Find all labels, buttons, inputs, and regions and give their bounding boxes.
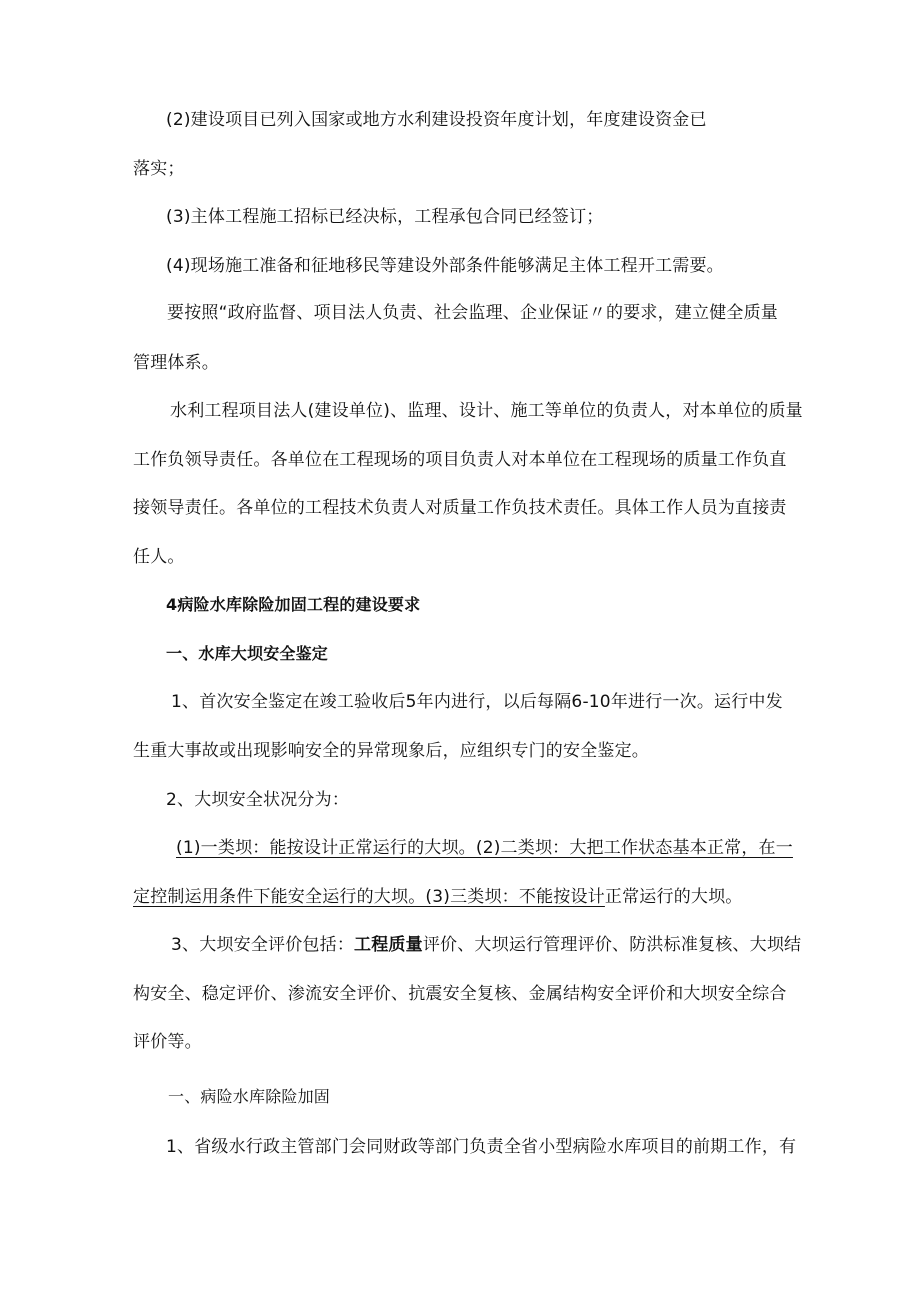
paragraph-line: (2)建设项目已列入国家或地方水利建设投资年度计划，年度建设资金已 — [166, 110, 707, 130]
plain-text: 评价、大坝运行管理评价、防洪标准复核、大坝结 — [422, 935, 802, 955]
paragraph-line: 工作负领导责任。各单位在工程现场的项目负责人对本单位在工程现场的质量工作负直 — [133, 450, 787, 470]
paragraph-line: 要按照“政府监督、项目法人负责、社会监理、企业保证〃的要求，建立健全质量 — [167, 303, 779, 323]
subsection-heading: 一、病险水库除险加固 — [168, 1087, 331, 1106]
paragraph-line: 1、首次安全鉴定在竣工验收后5年内进行，以后每隔6-10年进行一次。运行中发 — [171, 692, 783, 712]
underlined-text: 定控制运用条件下能安全运行的大坝。(3)三类坝：不能按设计 — [133, 887, 605, 907]
paragraph-line: (4)现场施工准备和征地移民等建设外部条件能够满足主体工程开工需要。 — [166, 256, 724, 276]
paragraph-line: 管理体系。 — [133, 353, 219, 373]
paragraph-line: 2、大坝安全状况分为： — [166, 790, 350, 810]
paragraph-line: 构安全、稳定评价、渗流安全评价、抗震安全复核、金属结构安全评价和大坝安全综合 — [133, 984, 787, 1004]
paragraph-line: 落实； — [133, 159, 185, 179]
paragraph-line — [133, 885, 743, 909]
underlined-line: (1)一类坝：能按设计正常运行的大坝。(2)二类坝：大把工作状态基本正常，在一 — [176, 838, 793, 858]
paragraph-line: 任人。 — [133, 547, 185, 567]
paragraph-line: 接领导责任。各单位的工程技术负责人对质量工作负技术责任。具体工作人员为直接责 — [133, 498, 787, 518]
plain-text: 正常运行的大坝。 — [604, 887, 743, 907]
paragraph-line: 评价等。 — [133, 1032, 202, 1052]
bold-text: 工程质量 — [354, 935, 423, 955]
paragraph-line: (3)主体工程施工招标已经决标，工程承包合同已经签订； — [166, 207, 604, 227]
section-heading: 4病险水库除险加固工程的建设要求 — [166, 595, 421, 614]
subsection-heading: 一、水库大坝安全鉴定 — [166, 644, 329, 663]
paragraph-line: 生重大事故或出现影响安全的异常现象后，应组织专门的安全鉴定。 — [133, 741, 649, 761]
plain-text: 3、大坝安全评价包括： — [171, 935, 355, 955]
paragraph-line — [171, 933, 801, 957]
paragraph-line: 水利工程项目法人(建设单位)、监理、设计、施工等单位的负责人，对本单位的质量 — [170, 401, 803, 421]
paragraph-line: 1、省级水行政主管部门会同财政等部门负责全省小型病险水库项目的前期工作，有 — [166, 1137, 797, 1157]
